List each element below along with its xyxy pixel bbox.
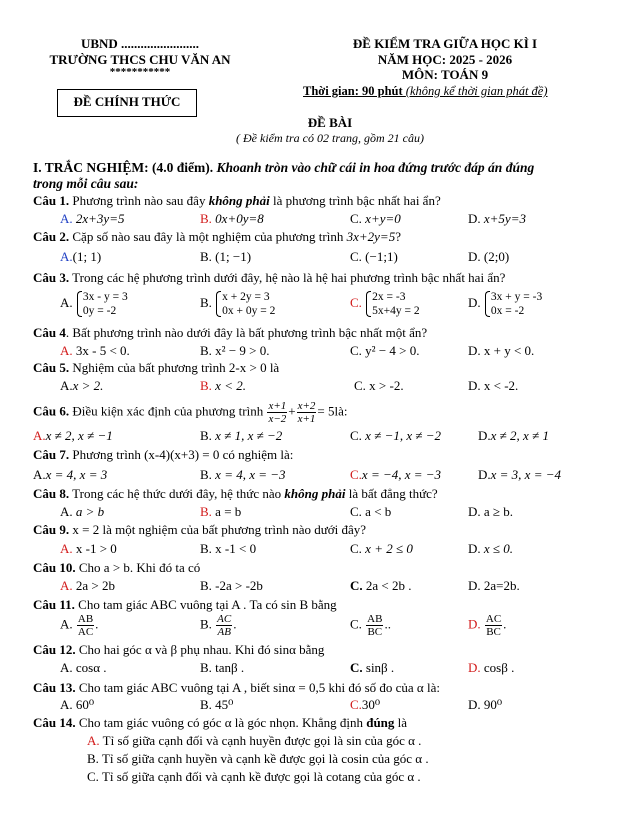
- q7-option-b[interactable]: [200, 467, 286, 483]
- q12-option-d[interactable]: [468, 660, 514, 676]
- q12-option-c[interactable]: [350, 660, 394, 676]
- option-letter: C.: [350, 578, 363, 593]
- q12-option-a[interactable]: [60, 660, 107, 676]
- q1-option-b[interactable]: [200, 211, 264, 227]
- option-text: x < -2.: [483, 378, 519, 393]
- option-letter: B.: [200, 504, 212, 519]
- q8-option-b[interactable]: [200, 504, 241, 520]
- section-heading: [33, 160, 534, 176]
- option-text: -2a > -2b: [215, 578, 263, 593]
- section-instruction-2: trong mỗi câu sau:: [33, 176, 139, 191]
- q2-option-d[interactable]: [468, 249, 509, 265]
- option-letter: A.: [33, 467, 46, 482]
- q-text: Cho tam giác vuông có góc α là góc nhọn. Khẳng định: [75, 715, 367, 730]
- denominator: x+1: [297, 413, 316, 425]
- q1-option-d[interactable]: [468, 211, 526, 227]
- q9-option-c[interactable]: [350, 541, 413, 557]
- option-text: x+y=0: [365, 211, 401, 226]
- q-num: Câu 10.: [33, 560, 76, 575]
- school-name: TRƯỜNG THCS CHU VĂN AN: [49, 52, 231, 67]
- time-note: (không kể thời gian phát đề): [405, 84, 548, 98]
- system-brace: [365, 290, 419, 318]
- time-label: Thời gian: 90 phút: [303, 84, 406, 98]
- q10-option-a[interactable]: [60, 578, 115, 594]
- q10-option-b[interactable]: [200, 578, 263, 594]
- question-4: [33, 325, 427, 341]
- question-5: [33, 360, 279, 376]
- q11-option-b[interactable]: [200, 613, 236, 638]
- q11-option-c[interactable]: [350, 613, 391, 638]
- q2-option-a[interactable]: [60, 249, 101, 265]
- option-text: x = 4, x = −3: [215, 467, 286, 482]
- period: .: [95, 616, 99, 632]
- option-letter: C.: [350, 541, 362, 556]
- q-num: Câu 3.: [33, 270, 70, 285]
- option-letter: B.: [87, 751, 99, 766]
- numerator: x+1: [268, 400, 287, 412]
- option-letter: B.: [200, 294, 212, 310]
- subject: MÔN: TOÁN 9: [401, 67, 489, 82]
- q6-option-b[interactable]: [200, 428, 282, 444]
- exam-note: ( Đề kiểm tra có 02 trang, gồm 21 câu): [236, 131, 424, 145]
- option-letter: A.: [60, 660, 73, 675]
- question-8: [33, 486, 438, 502]
- q-num: Câu 7.: [33, 447, 70, 462]
- denominator: BC: [367, 626, 383, 638]
- option-text: a > b: [75, 504, 105, 519]
- denominator: x−2: [268, 413, 287, 425]
- q-num: Câu 12.: [33, 642, 76, 657]
- sys-line: 0y = -2: [82, 305, 117, 317]
- numerator: AB: [77, 613, 94, 625]
- header-stars: ***********: [109, 66, 171, 78]
- option-text: 60⁰: [75, 697, 95, 712]
- q-text: Cho tam giác ABC vuông tại A . Ta có sin B bằng: [74, 597, 337, 612]
- q-text: x = 2 là một nghiệm của bất phương trình nào dưới đây?: [69, 522, 367, 537]
- q-num: Câu 2.: [33, 229, 70, 244]
- q-text: = 5là:: [317, 403, 348, 419]
- q-text: Cho a > b. Khi đó ta có: [75, 560, 201, 575]
- option-letter: C.: [350, 697, 362, 712]
- q4-option-c[interactable]: [350, 343, 419, 359]
- fraction: [77, 613, 94, 638]
- option-letter: D.: [468, 294, 481, 310]
- system-brace: [76, 290, 128, 318]
- option-letter: D.: [468, 211, 481, 226]
- option-text: x < 2.: [215, 378, 246, 393]
- q3-option-d[interactable]: [468, 290, 542, 318]
- option-letter: D.: [468, 616, 481, 632]
- option-text: (1; 1): [72, 249, 102, 264]
- q9-option-d[interactable]: [468, 541, 513, 557]
- option-text: x ≠ 1, x ≠ −2: [215, 428, 283, 443]
- question-12: [33, 642, 324, 658]
- option-letter: B.: [200, 343, 212, 358]
- option-letter: B.: [200, 578, 212, 593]
- denominator: AC: [77, 626, 94, 638]
- fraction: [485, 613, 502, 638]
- period: .: [503, 616, 507, 632]
- q5-option-b[interactable]: [200, 378, 246, 394]
- option-letter: A.: [60, 697, 73, 712]
- option-letter: C.: [87, 769, 99, 784]
- sys-line: 0x = -2: [490, 305, 525, 317]
- q2-option-b[interactable]: [200, 249, 251, 265]
- numerator: AC: [217, 613, 232, 625]
- option-text: (2;0): [483, 249, 510, 264]
- q-num: Câu 9.: [33, 522, 70, 537]
- q1-option-c[interactable]: [350, 211, 401, 227]
- option-letter: A.: [60, 378, 73, 393]
- option-text: x = 3, x = −4: [490, 467, 561, 482]
- option-text: x > -2.: [369, 378, 404, 393]
- school-authority: UBND ........................: [80, 36, 200, 51]
- option-text: (1; −1): [215, 249, 252, 264]
- option-text: tanβ .: [215, 660, 245, 675]
- question-11: [33, 597, 337, 613]
- q-equation: 3x+2y=5: [346, 229, 396, 244]
- q-emphasis: đúng: [366, 715, 395, 730]
- option-letter: B.: [200, 211, 212, 226]
- option-text: (−1;1): [365, 249, 398, 264]
- option-letter: A.: [60, 541, 73, 556]
- option-letter: D.: [468, 504, 481, 519]
- option-letter: A.: [60, 578, 73, 593]
- time-line: [303, 84, 548, 99]
- q11-option-a[interactable]: [60, 613, 98, 638]
- question-2: [33, 229, 401, 245]
- option-letter: A.: [60, 616, 73, 632]
- period: .: [233, 616, 237, 632]
- option-letter: A.: [60, 211, 73, 226]
- option-letter: A.: [60, 249, 73, 264]
- option-text: a ≥ b.: [483, 504, 514, 519]
- option-letter: D.: [468, 697, 481, 712]
- q-text: Cặp số nào sau đây là một nghiệm của phương trình: [69, 229, 347, 244]
- q-num: Câu 4: [33, 325, 66, 340]
- q5-option-c[interactable]: [354, 378, 404, 394]
- option-letter: D.: [478, 467, 491, 482]
- q10-option-d[interactable]: [468, 578, 520, 594]
- q-text: Trong các hệ thức dưới đây, hệ thức nào: [69, 486, 285, 501]
- question-6: [33, 400, 348, 425]
- option-letter: C.: [350, 616, 362, 632]
- q4-option-d[interactable]: [468, 343, 534, 359]
- option-text: a < b: [365, 504, 392, 519]
- option-letter: A.: [60, 294, 73, 310]
- denominator: AB: [217, 626, 231, 638]
- option-letter: C.: [350, 343, 362, 358]
- option-text: Tỉ số giữa cạnh huyền và cạnh kề được gọi là cosin của góc α .: [101, 751, 429, 766]
- fraction: [366, 613, 383, 638]
- sys-line: 0x + 0y = 2: [222, 305, 276, 317]
- q14-option-c[interactable]: [87, 769, 421, 785]
- q-num: Câu 11.: [33, 597, 75, 612]
- option-text: x -1 > 0: [75, 541, 117, 556]
- option-text: x² − 9 > 0.: [215, 343, 270, 358]
- option-text: cosα .: [75, 660, 107, 675]
- option-text: 0x+0y=8: [215, 211, 264, 226]
- section-instruction: Khoanh tròn vào chữ cái in hoa đứng trước đáp án đúng: [216, 160, 535, 175]
- q1-option-a[interactable]: [60, 211, 124, 227]
- q-text: là bất đẳng thức?: [345, 486, 438, 501]
- option-text: Tỉ số giữa cạnh đối và cạnh huyền được gọi là sin của góc α .: [102, 733, 422, 748]
- q-num: Câu 13.: [33, 680, 76, 695]
- option-letter: B.: [200, 249, 212, 264]
- question-7: [33, 447, 293, 463]
- option-text: 2a > 2b: [75, 578, 115, 593]
- q-emphasis: không phải: [208, 193, 270, 208]
- option-text: x -1 < 0: [215, 541, 257, 556]
- option-text: y² − 4 > 0.: [365, 343, 420, 358]
- fraction: [267, 400, 287, 425]
- option-letter: C.: [350, 211, 362, 226]
- system-brace: [215, 290, 275, 318]
- option-text: x + 2 ≤ 0: [365, 541, 413, 556]
- option-letter: C.: [350, 467, 362, 482]
- q-text: là phương trình bậc nhất hai ẩn?: [269, 193, 441, 208]
- q9-option-b[interactable]: [200, 541, 256, 557]
- q14-option-b[interactable]: [87, 751, 429, 767]
- option-text: a = b: [215, 504, 242, 519]
- q14-option-a[interactable]: [87, 733, 421, 749]
- q4-option-a[interactable]: [60, 343, 130, 359]
- q-text: Phương trình (x-4)(x+3) = 0 có nghiệm là:: [69, 447, 294, 462]
- school-year: NĂM HỌC: 2025 - 2026: [377, 52, 513, 67]
- exam-title: ĐỀ KIỂM TRA GIỮA HỌC KÌ I: [352, 36, 538, 51]
- question-13: [33, 680, 440, 696]
- option-text: 2a < 2b .: [365, 578, 412, 593]
- option-text: Tỉ số giữa cạnh đối và cạnh kề được gọi là cotang của góc α .: [101, 769, 421, 784]
- q6-option-c[interactable]: [350, 428, 441, 444]
- q11-option-d[interactable]: [468, 613, 506, 638]
- option-text: x+5y=3: [483, 211, 526, 226]
- q-text: là: [394, 715, 408, 730]
- sys-line: 3x + y = -3: [490, 291, 543, 303]
- q-num: Câu 14.: [33, 715, 76, 730]
- q6-option-d[interactable]: [478, 428, 549, 444]
- option-letter: C.: [350, 428, 362, 443]
- option-letter: D.: [468, 343, 481, 358]
- option-letter: D.: [468, 541, 481, 556]
- q13-option-d[interactable]: [468, 697, 502, 713]
- question-3: [33, 270, 505, 286]
- q-num: Câu 5.: [33, 360, 70, 375]
- option-letter: B.: [200, 660, 212, 675]
- option-letter: B.: [200, 697, 212, 712]
- q5-option-a[interactable]: [60, 378, 103, 394]
- q13-option-a[interactable]: [60, 697, 94, 713]
- option-text: cosβ .: [483, 660, 515, 675]
- de-bai-title: ĐỀ BÀI: [307, 115, 353, 130]
- sys-line: 5x+4y = 2: [372, 305, 420, 317]
- q4-option-b[interactable]: [200, 343, 269, 359]
- q3-option-b[interactable]: [200, 290, 275, 318]
- option-text: x ≠ −1, x ≠ −2: [365, 428, 442, 443]
- option-text: x ≠ 2, x ≠ 1: [490, 428, 549, 443]
- plus-sign: +: [288, 403, 296, 419]
- sys-line: x + 2y = 3: [222, 291, 270, 303]
- option-letter: B.: [200, 378, 212, 393]
- option-letter: B.: [200, 428, 212, 443]
- numerator: AC: [485, 613, 502, 625]
- q-text: Cho tam giác ABC vuông tại A , biết sinα = 0,5 khi đó số đo của α là:: [75, 680, 440, 695]
- official-label: ĐỀ CHÍNH THỨC: [73, 94, 181, 109]
- option-text: 30⁰: [361, 697, 381, 712]
- q3-option-a[interactable]: [60, 290, 128, 318]
- q12-option-b[interactable]: [200, 660, 244, 676]
- q2-option-c[interactable]: [350, 249, 398, 265]
- option-letter: A.: [60, 343, 73, 358]
- option-text: 90⁰: [483, 697, 503, 712]
- q-text: . Bất phương trình nào dưới đây là bất phương trình bậc nhất một ẩn?: [65, 325, 428, 340]
- q10-option-c[interactable]: [350, 578, 412, 594]
- q13-option-c[interactable]: [350, 697, 380, 713]
- q-text: Nghiệm của bất phương trình 2-x > 0 là: [69, 360, 280, 375]
- fraction: [297, 400, 317, 425]
- option-text: x + y < 0.: [483, 343, 535, 358]
- period: ..: [384, 616, 391, 632]
- sys-line: 2x = -3: [372, 291, 406, 303]
- q-text: Cho hai góc α và β phụ nhau. Khi đó sinα bằng: [75, 642, 325, 657]
- option-text: x ≠ 2, x ≠ −1: [45, 428, 113, 443]
- option-letter: C.: [350, 294, 362, 310]
- option-letter: A.: [87, 733, 100, 748]
- option-letter: D.: [478, 428, 491, 443]
- question-10: [33, 560, 200, 576]
- q13-option-b[interactable]: [200, 697, 233, 713]
- option-text: 45⁰: [215, 697, 234, 712]
- q-text: Điều kiện xác định của phương trình: [69, 403, 267, 419]
- fraction: [216, 613, 232, 638]
- denominator: BC: [486, 626, 501, 638]
- question-14: [33, 715, 407, 731]
- numerator: AB: [367, 613, 383, 625]
- q-num: Câu 1.: [33, 193, 70, 208]
- section-title: I. TRẮC NGHIỆM: (4.0 điểm).: [33, 160, 217, 175]
- option-letter: C.: [350, 660, 363, 675]
- option-text: sinβ .: [365, 660, 395, 675]
- q7-option-a[interactable]: [33, 467, 107, 483]
- numerator: x+2: [297, 400, 316, 412]
- q8-option-a[interactable]: [60, 504, 104, 520]
- q8-option-c[interactable]: [350, 504, 391, 520]
- option-text: 3x - 5 < 0.: [75, 343, 130, 358]
- option-letter: D.: [468, 660, 481, 675]
- option-letter: B.: [200, 541, 212, 556]
- option-letter: A.: [60, 504, 73, 519]
- q-text: Trong các hệ phương trình dưới đây, hệ nào là hệ hai phương trình bậc nhất hai ẩn?: [69, 270, 506, 285]
- q-num: Câu 8.: [33, 486, 70, 501]
- option-text: 2x+3y=5: [75, 211, 125, 226]
- q-num: Câu 6.: [33, 403, 70, 419]
- option-text: x > 2.: [72, 378, 104, 393]
- option-letter: B.: [200, 467, 212, 482]
- option-text: x = −4, x = −3: [361, 467, 442, 482]
- q9-option-a[interactable]: [60, 541, 117, 557]
- option-letter: D.: [468, 249, 481, 264]
- question-1: [33, 193, 441, 209]
- sys-line: 3x - y = 3: [82, 291, 128, 303]
- q7-option-d[interactable]: [478, 467, 561, 483]
- option-letter: D.: [468, 578, 481, 593]
- option-letter: C.: [354, 378, 366, 393]
- option-letter: B.: [200, 616, 212, 632]
- option-letter: C.: [350, 249, 362, 264]
- q5-option-d[interactable]: [468, 378, 518, 394]
- option-letter: D.: [468, 378, 481, 393]
- option-text: x ≤ 0.: [483, 541, 514, 556]
- option-text: x = 4, x = 3: [45, 467, 108, 482]
- q-text: ?: [395, 229, 401, 244]
- q8-option-d[interactable]: [468, 504, 513, 520]
- system-brace: [484, 290, 542, 318]
- question-9: [33, 522, 366, 538]
- q-text: Phương trình nào sau đây: [69, 193, 209, 208]
- q7-option-c[interactable]: [350, 467, 441, 483]
- option-letter: A.: [33, 428, 46, 443]
- q6-option-a[interactable]: [33, 428, 113, 444]
- option-letter: C.: [350, 504, 362, 519]
- option-text: 2a=2b.: [483, 578, 520, 593]
- q-emphasis: không phải: [284, 486, 346, 501]
- q3-option-c[interactable]: [350, 290, 420, 318]
